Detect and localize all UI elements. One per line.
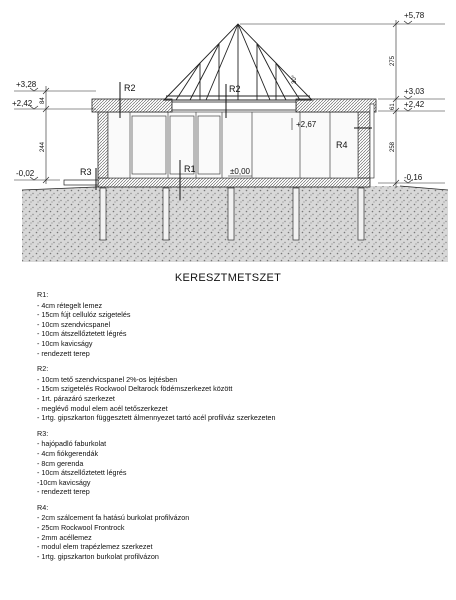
elevation-right-ground: -0,16: [404, 173, 423, 182]
ceiling-band: [172, 102, 296, 110]
layer-item: - meglévő modul elem acél tetőszerkezet: [37, 403, 168, 413]
section-label-r4: R4: [336, 140, 348, 150]
floor-slab: [98, 178, 370, 187]
layer-item: - 8cm gerenda: [37, 458, 84, 468]
dimension-right-top: 275: [390, 55, 396, 66]
layer-item: - rendezett terep: [37, 348, 90, 358]
layer-item: - 2mm acéllemez: [37, 532, 92, 542]
layer-r2-name: R2:: [37, 364, 49, 374]
right-flat-roof: [296, 99, 376, 112]
dimension-right-mid: 61: [390, 103, 396, 110]
layer-item: - 25cm Rockwool Frontrock: [37, 523, 125, 533]
elevation-right-parapet: +3,03: [404, 87, 425, 96]
layer-item: - modul elem trapézlemez szerkezet: [37, 542, 153, 552]
section-label-r3: R3: [80, 167, 92, 177]
dimension-left-upper: 84: [40, 97, 46, 104]
layer-item: - 15cm szigetelés Rockwool Deltarock födémszerkezet között: [37, 384, 233, 394]
elevation-left-ground: -0,02: [16, 169, 35, 178]
layer-item: -10cm kavicságy: [37, 477, 91, 487]
layer-r1: [37, 290, 447, 358]
layer-r3-name: R3:: [37, 428, 49, 438]
elevation-left-parapet: +3,28: [16, 80, 37, 89]
left-flat-roof: [92, 99, 172, 112]
layer-r4: [37, 503, 447, 562]
cross-section-drawing: [0, 0, 456, 262]
dimension-right-lower: 258: [390, 141, 396, 152]
dimension-roof-slope: 30°: [292, 74, 298, 84]
elevation-interior-ceiling: +2,67: [296, 120, 317, 129]
layer-item: - 10cm átszellőztetett légrés: [37, 468, 127, 478]
elevation-roof-top: +5,78: [404, 11, 425, 20]
layer-item: - 15cm fújt cellulóz szigetelés: [37, 310, 131, 320]
elevation-left-ceiling: +2,42: [12, 99, 33, 108]
layer-item: - 1rtg. gipszkarton burkolat profilvázon: [37, 551, 159, 561]
terrace-deck: [64, 180, 98, 185]
layer-item: - 1rtg. gipszkarton függesztett álmennyezet tartó acél profilváz szerkezeten: [37, 413, 276, 423]
r4-cladding: [370, 104, 374, 178]
layer-item: - hajópadló faburkolat: [37, 439, 107, 449]
layer-item: - 2cm szálcement fa hatású burkolat profilvázon: [37, 513, 190, 523]
layer-item: - 10cm kavicságy: [37, 338, 93, 348]
layer-item: - 4cm fiókgerendák: [37, 448, 99, 458]
layer-r2: [37, 364, 447, 423]
section-label-r2-right: R2: [229, 84, 241, 94]
layer-notes: [37, 290, 447, 567]
layer-item: - rendezett terep: [37, 487, 90, 497]
layer-item: - 10cm átszellőztetett légrés: [37, 329, 127, 339]
layer-r4-name: R4:: [37, 502, 49, 512]
layer-item: - 4cm rétegelt lemez: [37, 300, 103, 310]
section-label-r2-left: R2: [124, 83, 136, 93]
section-title: KERESZTMETSZET: [174, 272, 282, 284]
elevation-floor: ±0,00: [230, 167, 250, 176]
layer-item: - 1rt. párazáró szerkezet: [37, 393, 115, 403]
elevation-right-ceiling: +2,42: [404, 100, 425, 109]
layer-r1-name: R1:: [37, 290, 49, 299]
layer-item: - 10cm tető szendvicspanel 2%-os lejtésben: [37, 374, 178, 384]
layer-r3: [37, 429, 447, 497]
section-label-r1: R1: [184, 164, 196, 174]
dimension-left-lower: 244: [40, 141, 46, 152]
layer-item: - 10cm szendvicspanel: [37, 319, 111, 329]
ground-terrain: [22, 186, 448, 262]
